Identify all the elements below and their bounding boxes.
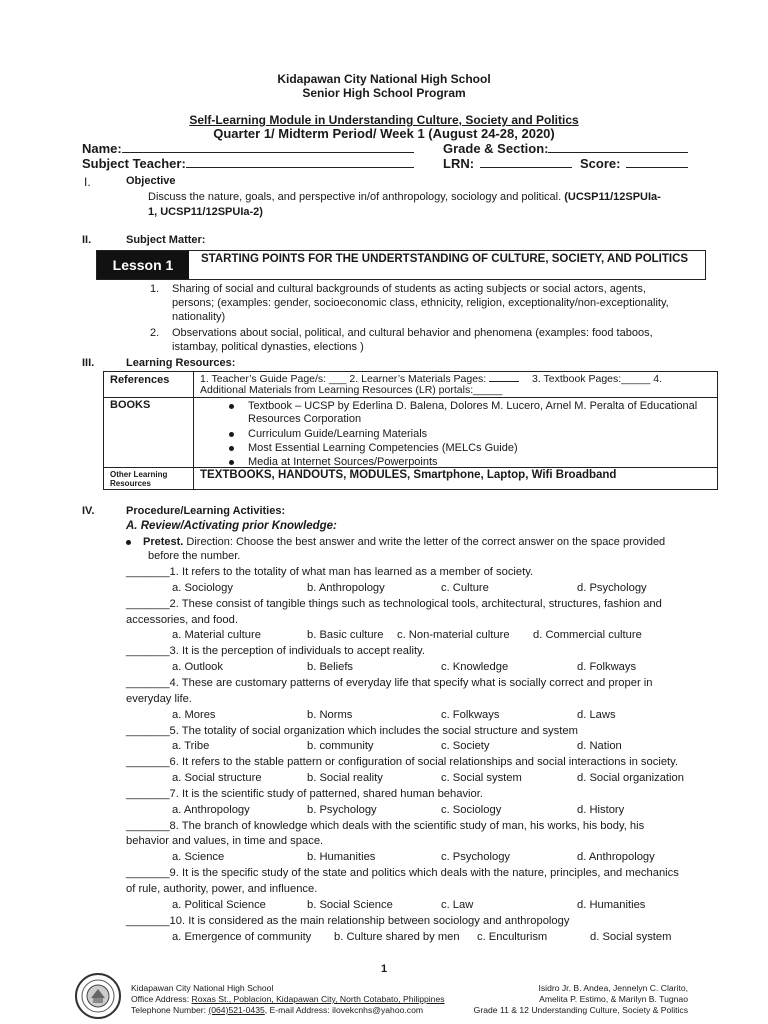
lesson-title: STARTING POINTS FOR THE UNDERTSTANDING OF CULTURE, SOCIETY, AND POLITICS [201,253,689,265]
section-2-number: II. [82,234,92,246]
question-3-option-d[interactable]: d. Folkways [577,661,637,674]
references-textbook: 3. Textbook Pages:_____ 4. [532,373,663,385]
question-10-stem: _______10. It is considered as the main relationship between sociology and anthropology [126,914,570,927]
question-6-option-d[interactable]: d. Social organization [577,772,684,785]
question-6-option-b[interactable]: b. Social reality [307,772,383,785]
page-number: 1 [380,963,388,975]
question-8-stem-line-2: behavior and values, in time and space. [126,835,324,848]
question-10-option-d[interactable]: d. Social system [590,930,672,943]
question-4-option-c[interactable]: c. Folkways [441,708,500,721]
book-item-1-continued: Resources Corporation [248,413,362,425]
references-label: References [110,374,170,386]
question-1-option-d[interactable]: d. Psychology [577,581,647,594]
section-1-number: I. [84,175,91,189]
book-item-3: Most Essential Learning Competencies (MELCs Guide) [229,442,518,454]
question-7-option-c[interactable]: c. Sociology [441,803,502,816]
question-2-stem: _______2. These consist of tangible things such as technological tools, architectural, structures, fashion and [126,597,662,610]
lesson-banner [96,250,706,280]
question-3-option-b[interactable]: b. Beliefs [307,661,354,674]
pretest-direction [126,536,665,548]
lesson-tab: Lesson 1 [97,251,189,279]
objective-heading: Objective [126,175,176,187]
subject-teacher-field[interactable] [82,156,414,171]
objective-text [148,191,661,203]
book-item-2: Curriculum Guide/Learning Materials [229,428,427,440]
question-7-option-d[interactable]: d. History [577,803,625,816]
pretest-direction-text: Direction: Choose the best answer and write the letter of the correct answer on the space provided [186,536,666,548]
books-label: BOOKS [110,399,151,411]
period-title: Quarter 1/ Midterm Period/ Week 1 (August 24-28, 2020) [213,126,555,141]
question-4-option-d[interactable]: d. Laws [577,708,616,721]
footer-authors-1: Isidro Jr. B. Andea, Jennelyn C. Clarito, [538,983,688,993]
question-5-option-a[interactable]: a. Tribe [172,740,210,753]
question-8-option-d[interactable]: d. Anthropology [577,851,655,864]
question-10-option-b[interactable]: b. Culture shared by men [334,930,460,943]
question-8-option-c[interactable]: c. Psychology [441,851,511,864]
subject-item-2-number: 2. [150,327,160,339]
question-7-stem: _______7. It is the scientific study of patterned, shared human behavior. [126,787,483,800]
question-2-option-c[interactable]: c. Non-material culture [397,629,510,642]
question-8-option-b[interactable]: b. Humanities [307,851,376,864]
objective-code-continued: 1, UCSP11/12SPUIa-2) [148,206,263,218]
question-2-stem-line-2: accessories, and food. [126,613,238,626]
other-resources-label-2: Resources [110,479,151,488]
question-2-option-d[interactable]: d. Commercial culture [533,629,642,642]
question-9-stem: _______9. It is the specific study of the state and politics which deals with the nature, principles, and mechanics [126,867,679,880]
score-field[interactable] [580,156,688,171]
score-label: Score: [580,156,621,171]
learning-resources-heading: Learning Resources: [126,357,236,369]
question-5-option-d[interactable]: d. Nation [577,740,622,753]
subject-item-1-line-2: persons; (examples: gender, socioeconomic class, ethnicity, religion, exceptionality/non-exceptionality, [172,297,669,309]
pretest-label: Pretest. [143,536,184,548]
objective-description: Discuss the nature, goals, and perspective in/of anthropology, sociology and political. [148,191,562,203]
footer-contact: Telephone Number: (064)521-0435, E-mail Address: ilovekcnhs@yahoo.com [131,1005,424,1015]
grade-section-field[interactable] [443,141,688,156]
question-1-stem: _______1. It refers to the totality of what man has learned as a member of society. [126,566,534,578]
question-10-option-a[interactable]: a. Emergence of community [172,930,312,943]
question-5-stem: _______5. The totality of social organization which includes the social structure and system [126,724,578,737]
subject-matter-heading: Subject Matter: [126,234,206,246]
section-3-number: III. [82,357,95,369]
grade-section-label: Grade & Section: [443,141,549,156]
subject-teacher-label: Subject Teacher: [82,156,186,171]
section-4-number: IV. [82,505,95,517]
lrn-label: LRN: [443,156,475,171]
other-resources-value: TEXTBOOKS, HANDOUTS, MODULES, Smartphone, Laptop, Wifi Broadband [200,469,617,481]
question-4-option-b[interactable]: b. Norms [307,708,353,721]
footer-subject: Grade 11 & 12 Understanding Culture, Society & Politics [473,1005,688,1015]
question-9-option-c[interactable]: c. Law [441,898,474,911]
subject-item-1-line-3: nationality) [172,311,226,323]
school-name: Kidapawan City National High School [277,72,491,86]
resources-table [103,371,718,490]
question-1-option-a[interactable]: a. Sociology [172,581,233,594]
question-3-option-a[interactable]: a. Outlook [172,661,223,674]
question-3-option-c[interactable]: c. Knowledge [441,661,509,674]
name-label: Name: [82,141,122,156]
school-seal-icon [74,972,122,1020]
question-7-option-a[interactable]: a. Anthropology [172,803,250,816]
other-resources-label-1: Other Learning [110,470,168,479]
question-2-option-b[interactable]: b. Basic culture [307,629,384,642]
footer-school: Kidapawan City National High School [131,983,274,993]
question-8-option-a[interactable]: a. Science [172,851,225,864]
question-7-option-b[interactable]: b. Psychology [307,803,377,816]
objective-code: (UCSP11/12SPUIa- [564,191,661,203]
review-subheading: A. Review/Activating prior Knowledge: [126,520,337,532]
program-name: Senior High School Program [302,86,466,100]
question-1-option-c[interactable]: c. Culture [441,581,489,594]
question-4-stem: _______4. These are customary patterns of everyday life that specify what is socially correct and proper in [126,676,653,689]
question-9-option-a[interactable]: a. Political Science [172,898,266,911]
question-3-stem: _______3. It is the perception of individuals to accept reality. [126,645,425,658]
question-9-stem-line-2: of rule, authority, power, and influence. [126,883,318,895]
question-9-option-b[interactable]: b. Social Science [307,898,393,911]
module-title: Self-Learning Module in Understanding Culture, Society and Politics [189,113,579,127]
subject-item-1-number: 1. [150,283,160,295]
book-item-1: Textbook – UCSP by Ederlina D. Balena, Dolores M. Lucero, Arnel M. Peralta of Educational [229,400,697,412]
question-5-option-b[interactable]: b. community [307,740,374,753]
references-pages: 1. Teacher’s Guide Page/s: ___ 2. Learner’s Materials Pages: [200,373,487,385]
question-4-stem-line-2: everyday life. [126,692,192,705]
procedure-heading: Procedure/Learning Activities: [126,505,286,517]
question-6-option-c[interactable]: c. Social system [441,772,522,785]
question-6-option-a[interactable]: a. Social structure [172,772,262,785]
footer-office-address: Office Address: Roxas St., Poblacion, Kidapawan City, North Cotabato, Philippines [131,994,445,1004]
question-6-stem: _______6. It refers to the stable pattern or configuration of social relationships and social interactions in society. [126,756,679,769]
question-1-option-b[interactable]: b. Anthropology [307,581,385,594]
references-line-2: Additional Materials from Learning Resources (LR) portals:_____ [200,384,503,396]
subject-item-1-line-1: Sharing of social and cultural backgrounds of students as acting subjects or social actors, agents, [172,283,646,295]
name-field[interactable] [82,141,414,156]
subject-item-2-line-1: Observations about social, political, and cultural behavior and phenomena (examples: food taboos, [172,327,653,339]
footer-authors-2: Amelita P. Estimo, & Marilyn B. Tugnao [539,994,688,1004]
subject-item-2-line-2: istambay, political dynasties, elections ) [172,341,364,353]
question-9-option-d[interactable]: d. Humanities [577,898,646,911]
question-2-option-a[interactable]: a. Material culture [172,629,261,642]
book-item-4: Media at Internet Sources/Powerpoints [229,456,438,468]
question-5-option-c[interactable]: c. Society [441,740,490,753]
pretest-direction-continued: before the number. [148,550,241,562]
question-4-option-a[interactable]: a. Mores [172,708,216,721]
lrn-field[interactable] [443,156,572,171]
question-10-option-c[interactable]: c. Enculturism [477,930,548,943]
question-8-stem: _______8. The branch of knowledge which deals with the scientific study of man, his works, his body, his [126,819,645,832]
